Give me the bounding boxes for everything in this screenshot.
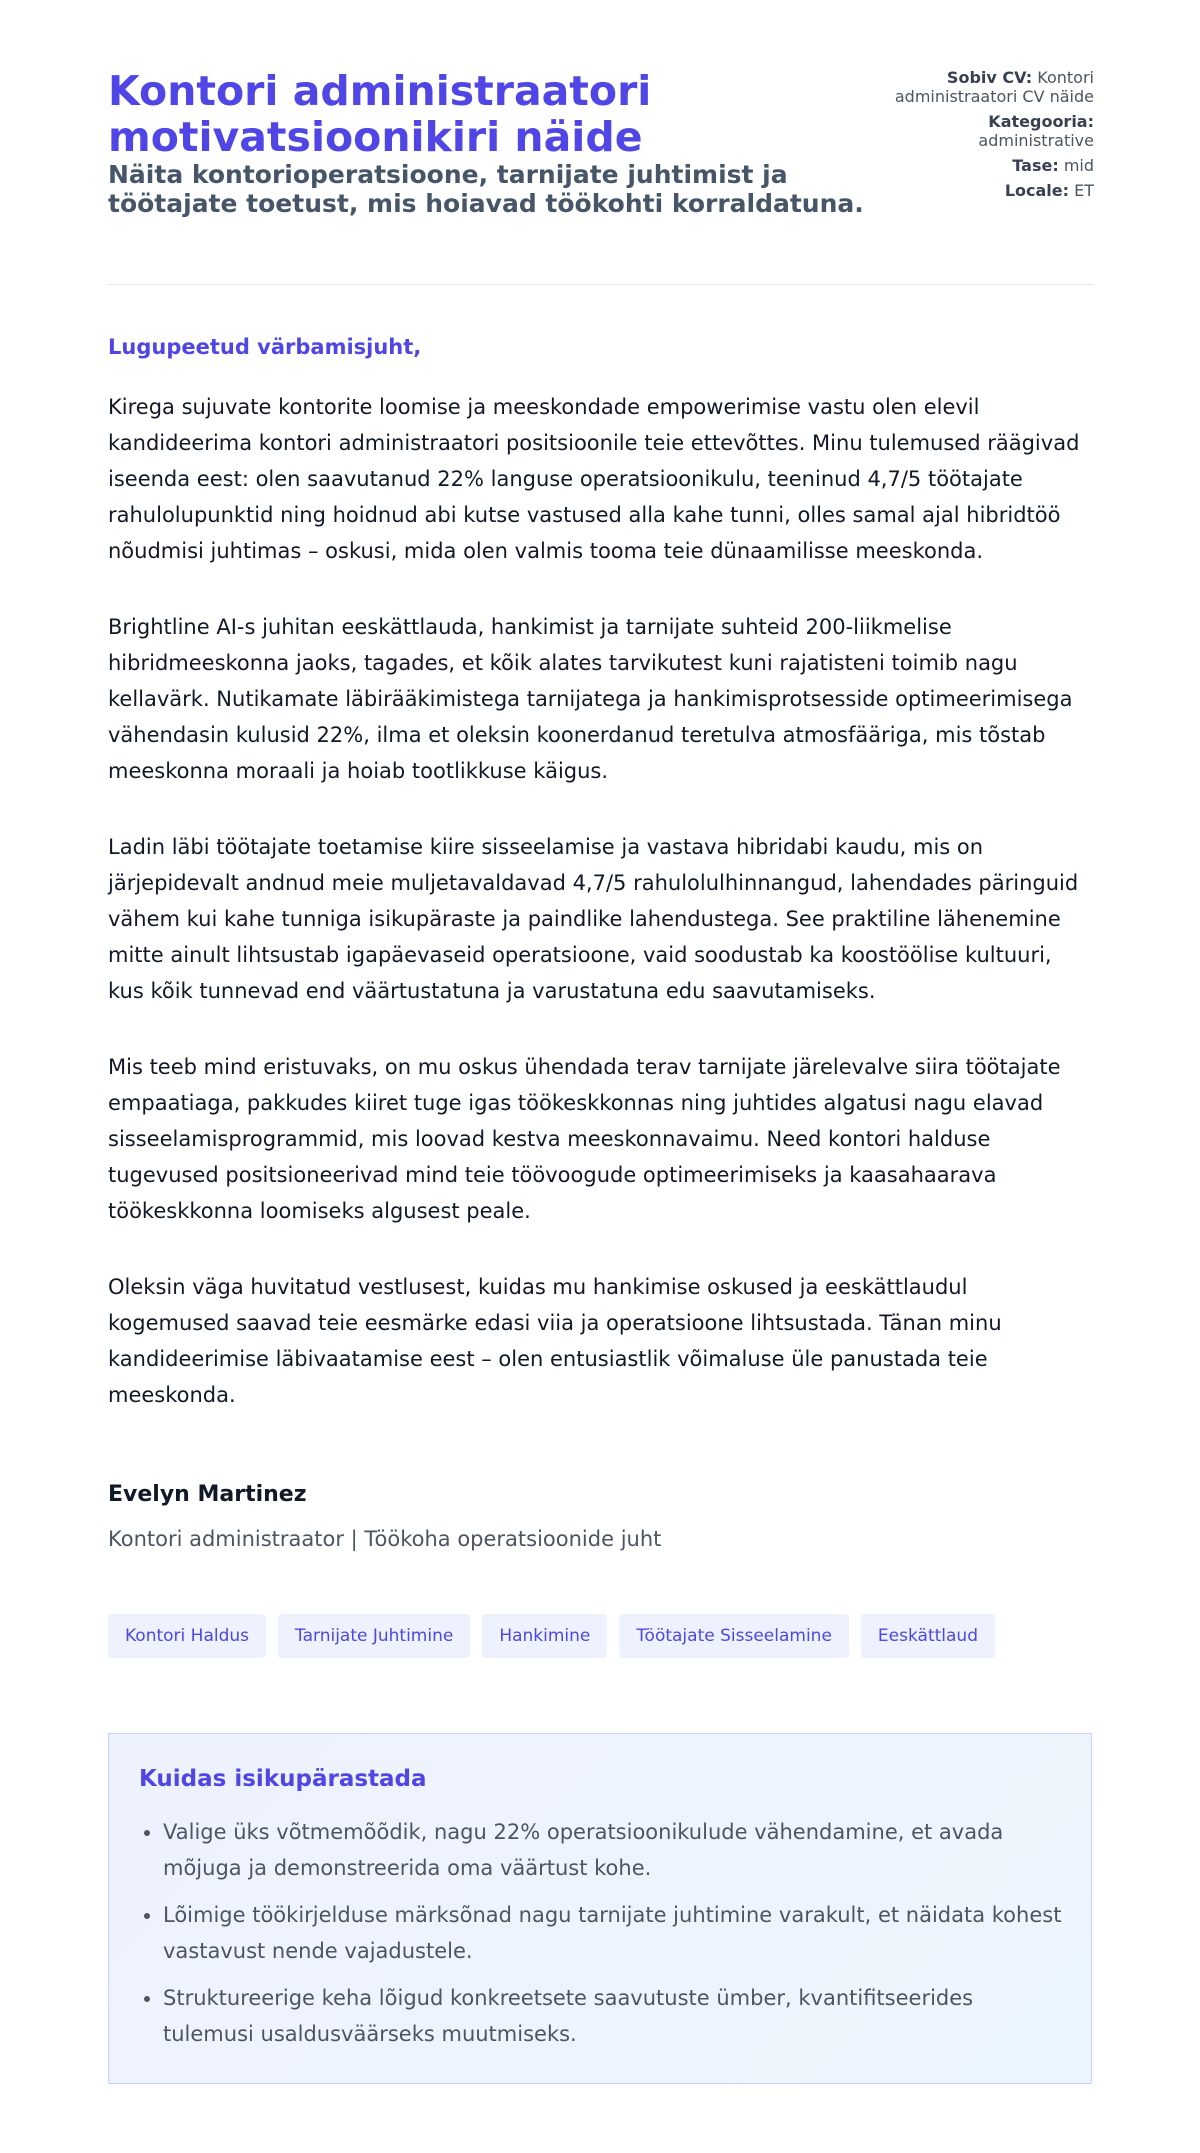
header-titles — [108, 68, 868, 218]
letter-body — [108, 389, 1094, 1453]
meta-cv-value: Kontori administraatori CV näide — [894, 68, 1094, 106]
signature-title: Kontori administraator | Töökoha operatsioonide juht — [108, 1527, 662, 1551]
meta-level-label: Tase: — [1012, 156, 1059, 175]
personalization-tips — [108, 1733, 1092, 2084]
meta-locale — [854, 181, 1094, 200]
page-subtitle: Näita kontorioperatsioone, tarnijate juhtimist ja töötajate toetust, mis hoiavad töökohti korraldatuna. — [108, 160, 864, 218]
meta-category-label: Kategooria: — [988, 112, 1094, 131]
skill-tag: Eeskättlaud — [861, 1614, 995, 1658]
skill-tag: Kontori Haldus — [108, 1614, 266, 1658]
letter-paragraph: Ladin läbi töötajate toetamise kiire sisseelamise ja vastava hibridabi kaudu, mis on järjepidevalt andnud meie muljetavaldavad 4,7/5 rahulolulhinnangud, lahendades päringuid vähem kui kahe tunniga isikupäraste ja paindlike lahendustega. See praktiline lähenemine mitte ainult lihtsustab igapäevaseid operatsioone, vaid soodustab ka koostöölise kultuuri, kus kõik tunnevad end väärtustatuna ja varustatuna edu saavutamiseks. — [108, 835, 1079, 1003]
tips-list — [139, 1814, 1063, 2063]
meta-level — [854, 156, 1094, 175]
meta-panel — [854, 68, 1094, 206]
meta-locale-label: Locale: — [1004, 181, 1070, 200]
skill-tags — [108, 1614, 995, 1658]
letter-paragraph: Kirega sujuvate kontorite loomise ja meeskondade empowerimise vastu olen elevil kandideerima kontori administraatori positsioonile teie ettevõttes. Minu tulemused räägivad iseenda eest: olen saavutanud 22% languse operatsioonikulu, teeninud 4,7/5 töötajate rahulolupunktid ning hoidnud abi kutse vastused alla kahe tunni, olles samal ajal hibridtöö nõudmisi juhtimas – oskusi, mida olen valmis tooma teie dünaamilisse meeskonda. — [108, 395, 1080, 563]
meta-category-value: administrative — [978, 131, 1094, 150]
tip-item: • Struktureerige keha lõigud konkreetsete saavutuste ümber, kvantifitseerides tulemusi usaldusväärseks muutmiseks. — [163, 1980, 1063, 2052]
tip-item: • Valige üks võtmemõõdik, nagu 22% operatsioonikulude vähendamine, et avada mõjuga ja demonstreerida oma väärtust kohe. — [163, 1814, 1063, 1886]
tip-item: • Lõimige töökirjelduse märksõnad nagu tarnijate juhtimine varakult, et näidata kohest vastavust nende vajadustele. — [163, 1897, 1063, 1969]
meta-cv-label: Sobiv CV: — [946, 68, 1033, 87]
meta-cv — [854, 68, 1094, 106]
signature-name: Evelyn Martinez — [108, 1482, 307, 1507]
skill-tag: Hankimine — [482, 1614, 607, 1658]
letter-paragraph: Brightline AI-s juhitan eeskättlauda, hankimist ja tarnijate suhteid 200-liikmelise hibridmeeskonna jaoks, tagades, et kõik alates tarvikutest kuni rajatisteni toimib nagu kellavärk. Nutikamate läbirääkimistega tarnijatega ja hankimisprotsesside optimeerimisega vähendasin kulusid 22%, ilma et oleksin koonerdanud teretulva atmosfääriga, mis tõstab meeskonna moraali ja hoiab tootlikkuse käigus. — [108, 615, 1073, 783]
skill-tag: Tarnijate Juhtimine — [278, 1614, 470, 1658]
letter-paragraph: Mis teeb mind eristuvaks, on mu oskus ühendada terav tarnijate järelevalve siira töötajate empaatiaga, pakkudes kiiret tuge igas töökeskkonnas ning juhtides algatusi nagu elavad sisseelamisprogrammid, mis loovad kestva meeskonnavaimu. Need kontori halduse tugevused positsioneerivad mind teie töövoogude optimeerimiseks ja kaasahaarava töökeskkonna loomiseks algusest peale. — [108, 1055, 1061, 1223]
header-divider — [108, 284, 1094, 285]
meta-category — [854, 112, 1094, 150]
tips-heading: Kuidas isikupärastada — [139, 1766, 427, 1792]
meta-locale-value: ET — [1074, 181, 1094, 200]
letter-greeting: Lugupeetud värbamisjuht, — [108, 335, 422, 359]
letter-paragraph: Oleksin väga huvitatud vestlusest, kuidas mu hankimise oskused ja eeskättlaudul kogemused saavad teie eesmärke edasi viia ja operatsioone lihtsustada. Tänan minu kandideerimise läbivaatamise eest – olen entusiastlik võimaluse üle panustada teie meeskonda. — [108, 1275, 1002, 1407]
meta-level-value: mid — [1063, 156, 1094, 175]
page-title: Kontori administraatori motivatsioonikiri näide — [108, 67, 652, 161]
skill-tag: Töötajate Sisseelamine — [619, 1614, 849, 1658]
